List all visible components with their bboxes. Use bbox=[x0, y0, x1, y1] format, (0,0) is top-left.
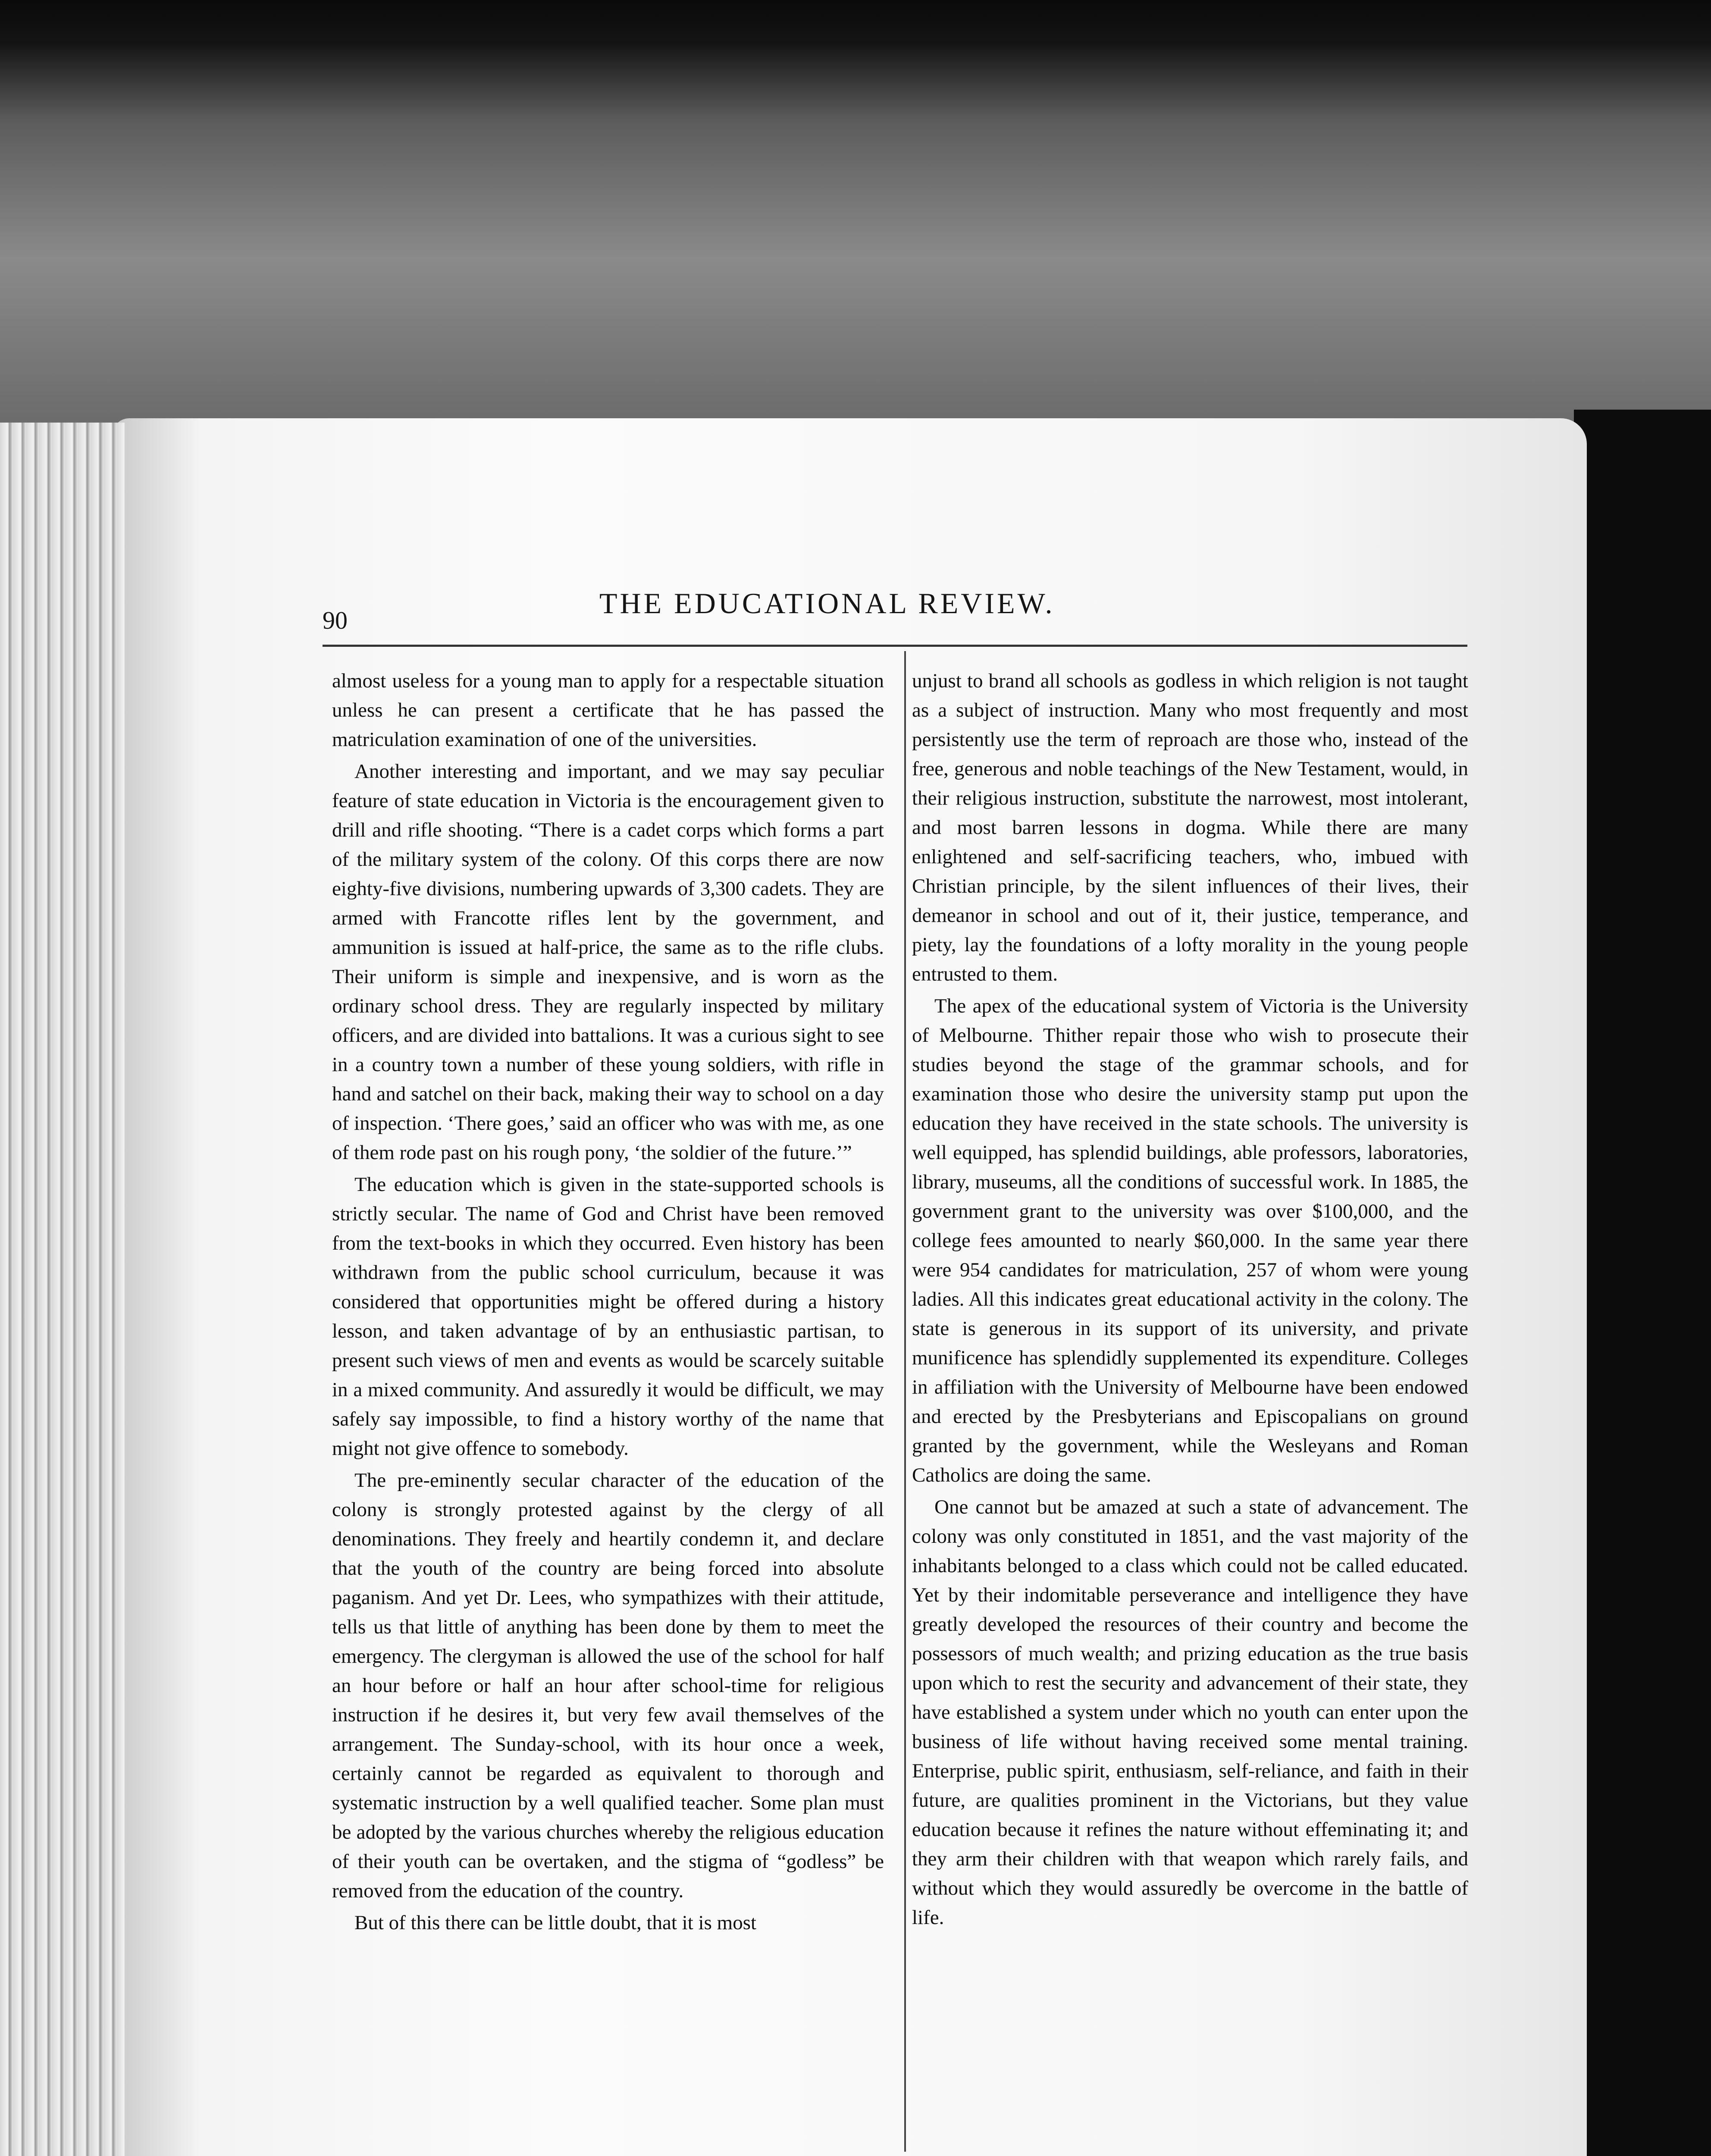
paragraph: unjust to brand all schools as godless in which religion is not taught as a subject of instruction. Many who most frequently and most persistently use the term of reproach are those who, instead of the free, generous and noble teachings of the New Testament, would, in their religious instruction, substitute the narrowest, most intolerant, and most barren lessons in dogma. While there are many enlightened and self-sacrificing teachers, who, imbued with Christian principle, by the silent influences of their lives, their demeanor in school and out of it, their justice, temperance, and piety, lay the foundations of a lofty morality in the young people entrusted to them. bbox=[912, 670, 1468, 985]
paragraph: almost useless for a young man to apply for a respectable situation unless he can present a certificate that he has passed the matriculation examination of one of the universities. bbox=[332, 670, 884, 751]
scan-background-top bbox=[0, 0, 1711, 431]
left-column bbox=[332, 666, 884, 1940]
right-column bbox=[912, 666, 1468, 1935]
header-rule bbox=[323, 645, 1467, 647]
paragraph: But of this there can be little doubt, that it is most bbox=[354, 1912, 757, 1934]
running-title: THE EDUCATIONAL REVIEW. bbox=[599, 587, 1055, 620]
page-number: 90 bbox=[323, 606, 348, 634]
column-divider bbox=[904, 651, 906, 2152]
book-page-edges bbox=[0, 423, 125, 2156]
paragraph: The education which is given in the state-supported schools is strictly secular. The name of God and Christ have been removed from the text-books in which they occurred. Even history has been withdrawn from the public school curriculum, because it was considered that opportunities might be offered during a history lesson, and taken advantage of by an enthusiastic partisan, to present such views of men and events as would be scarcely suitable in a mixed community. And assuredly it would be difficult, we may safely say impossible, to find a history worthy of the name that might not give offence to somebody. bbox=[332, 1173, 884, 1460]
paragraph: The apex of the educational system of Victoria is the University of Melbourne. Thither repair those who wish to prosecute their studies beyond the stage of the grammar schools, and for examination those who desire the university stamp put upon the education they have received in the state schools. The university is well equipped, has splendid buildings, able professors, laboratories, library, museums, all the conditions of successful work. In 1885, the government grant to the university was over $100,000, and the college fees amounted to nearly $60,000. In the same year there were 954 candidates for matriculation, 257 of whom were young ladies. All this indicates great educational activity in the colony. The state is generous in its support of its university, and private munificence has splendidly supplemented its expenditure. Colleges in affiliation with the University of Melbourne have been endowed and erected by the Presbyterians and Episcopalians on ground granted by the government, while the Wesleyans and Roman Catholics are doing the same. bbox=[912, 995, 1468, 1486]
scan-background-right bbox=[1574, 410, 1711, 2156]
paragraph: The pre-eminently secular character of the education of the colony is strongly protested against by the clergy of all denominations. They freely and heartily condemn it, and declare that the youth of the country are being forced into absolute paganism. And yet Dr. Lees, who sympathizes with their attitude, tells us that little of anything has been done by them to meet the emergency. The clergyman is allowed the use of the school for half an hour before or half an hour after school-time for religious instruction if he desires it, but very few avail themselves of the arrangement. The Sunday-school, with its hour once a week, certainly cannot be regarded as equivalent to thorough and systematic instruction by a well qualified teacher. Some plan must be adopted by the various churches whereby the religious education of their youth can be overtaken, and the stigma of “godless” be removed from the education of the country. bbox=[332, 1469, 884, 1902]
paragraph: One cannot but be amazed at such a state of advancement. The colony was only constituted in 1851, and the vast majority of the inhabitants belonged to a class which could not be called educated. Yet by their indomitable perseverance and intelligence they have greatly developed the resources of their country and become the possessors of much wealth; and prizing education as the true basis upon which to rest the security and advancement of their state, they have established a system under which no youth can enter upon the business of life without having received some mental training. Enterprise, public spirit, enthusiasm, self-reliance, and faith in their future, are qualities prominent in the Victorians, but they value education because it refines the nature without effeminating it; and they arm their children with that weapon which rarely fails, and without which they would assuredly be overcome in the battle of life. bbox=[912, 1496, 1468, 1929]
paragraph: Another interesting and important, and we may say peculiar feature of state education in Victoria is the encouragement given to drill and rifle shooting. “There is a cadet corps which forms a part of the military system of the colony. Of this corps there are now eighty-five divisions, numbering upwards of 3,300 cadets. They are armed with Francotte rifles lent by the government, and ammunition is issued at half-price, the same as to the rifle clubs. Their uniform is simple and inexpensive, and is worn as the ordinary school dress. They are regularly inspected by military officers, and are divided into battalions. It was a curious sight to see in a country town a number of these young soldiers, with rifle in hand and satchel on their back, making their way to school on a day of inspection. ‘There goes,’ said an officer who was with me, as one of them rode past on his rough pony, ‘the soldier of the future.’” bbox=[332, 760, 884, 1164]
